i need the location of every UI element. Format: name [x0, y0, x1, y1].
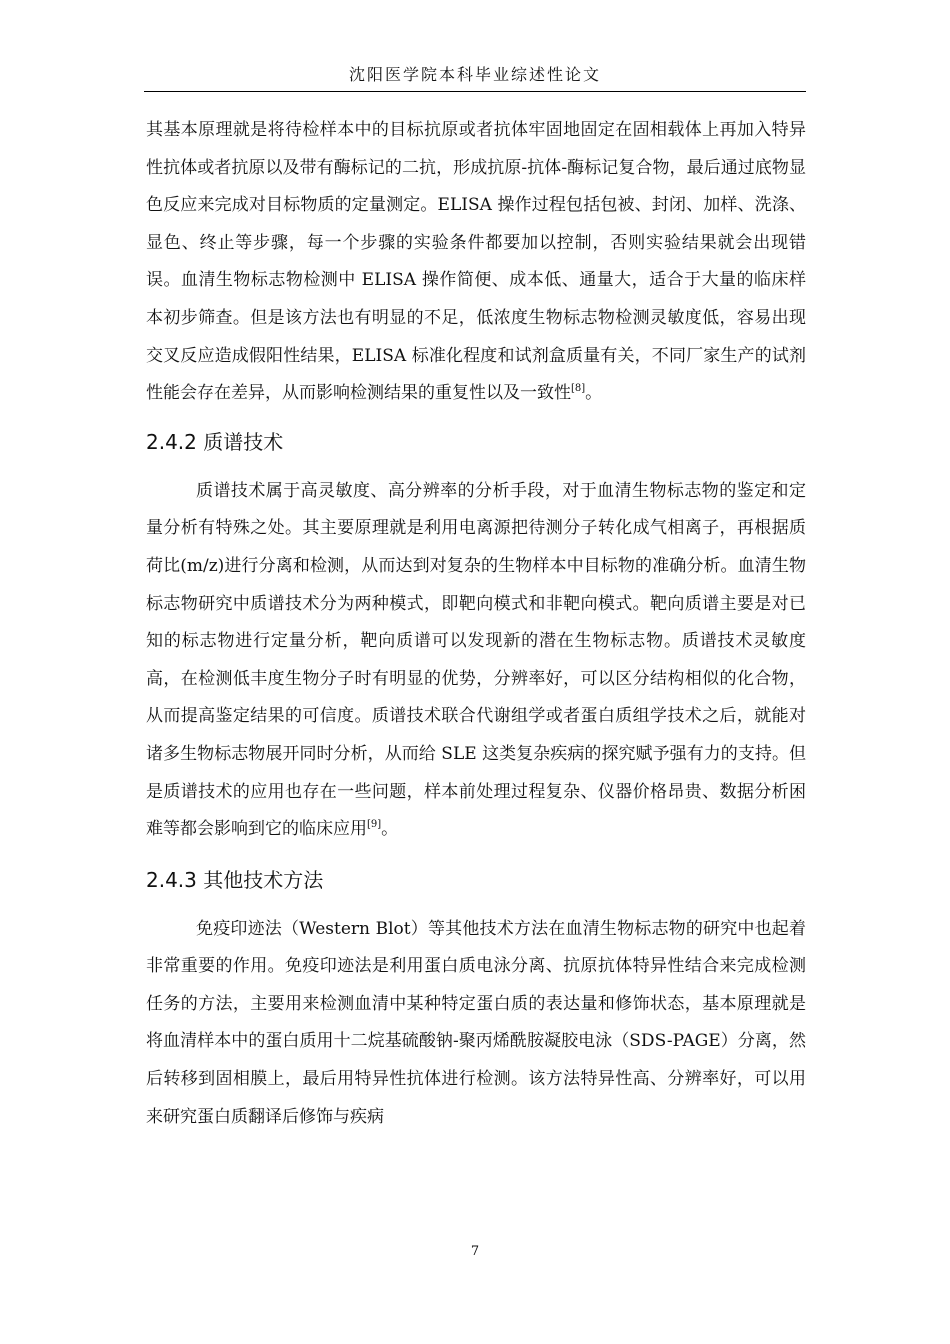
other-methods-paragraph	[146, 911, 806, 1137]
intro-paragraph-text: 其基本原理就是将待检样本中的目标抗原或者抗体牢固地固定在固相载体上再加入特异性抗体或者抗原以及带有酶标记的二抗，形成抗原-抗体-酶标记复合物，最后通过底物显色反应来完成对目标物质的定量测定。ELISA 操作过程包括包被、封闭、加样、洗涤、显色、终止等步骤，每一个步骤的实验条件都要加以控制，否则实验结果就会出现错误。血清生物标志物检测中 ELISA 操作简便、成本低、通量大，适合于大量的临床样本初步筛查。但是该方法也有明显的不足，低浓度生物标志物检测灵敏度低，容易出现交叉反应造成假阳性结果，ELISA 标准化程度和试剂盒质量有关，不同厂家生产的试剂性能会存在差异，从而影响检测结果的重复性以及一致性	[146, 120, 806, 404]
section-heading-2-4-3: 2.4.3 其他技术方法	[146, 867, 324, 892]
mass-spec-paragraph	[146, 473, 806, 849]
header-rule	[144, 91, 806, 92]
section-heading-2-4-2: 2.4.2 质谱技术	[146, 429, 284, 454]
page-number: 7	[470, 1244, 480, 1259]
running-header: 沈阳医学院本科毕业综述性论文	[348, 65, 601, 84]
intro-paragraph	[146, 112, 806, 413]
mass-spec-paragraph-end: 。	[381, 819, 399, 840]
intro-paragraph-end: 。	[585, 383, 603, 404]
other-methods-paragraph-text: 免疫印迹法（Western Blot）等其他技术方法在血清生物标志物的研究中也起着非常重要的作用。免疫印迹法是利用蛋白质电泳分离、抗原抗体特异性结合来完成检测任务的方法，主要用来检测血清中某种特定蛋白质的表达量和修饰状态，基本原理就是将血清样本中的蛋白质用十二烷基硫酸钠-聚丙烯酰胺凝胶电泳（SDS-PAGE）分离，然后转移到固相膜上，最后用特异性抗体进行检测。该方法特异性高、分辨率好，可以用来研究蛋白质翻译后修饰与疾病	[146, 918, 806, 1127]
citation-ref: [8]	[571, 383, 586, 395]
mass-spec-paragraph-text: 质谱技术属于高灵敏度、高分辨率的分析手段，对于血清生物标志物的鉴定和定量分析有特殊之处。其主要原理就是利用电离源把待测分子转化成气相离子，再根据质荷比(m/z)进行分离和检测，从而达到对复杂的生物样本中目标物的准确分析。血清生物标志物研究中质谱技术分为两种模式，即靶向模式和非靶向模式。靶向质谱主要是对已知的标志物进行定量分析，靶向质谱可以发现新的潜在生物标志物。质谱技术灵敏度高，在检测低丰度生物分子时有明显的优势，分辨率好，可以区分结构相似的化合物，从而提高鉴定结果的可信度。质谱技术联合代谢组学或者蛋白质组学技术之后，就能对诸多生物标志物展开同时分析，从而给 SLE 这类复杂疾病的探究赋予强有力的支持。但是质谱技术的应用也存在一些问题，样本前处理过程复杂、仪器价格昂贵、数据分析困难等都会影响到它的临床应用	[146, 480, 806, 840]
page-body	[146, 112, 806, 1136]
citation-ref: [9]	[367, 819, 382, 831]
